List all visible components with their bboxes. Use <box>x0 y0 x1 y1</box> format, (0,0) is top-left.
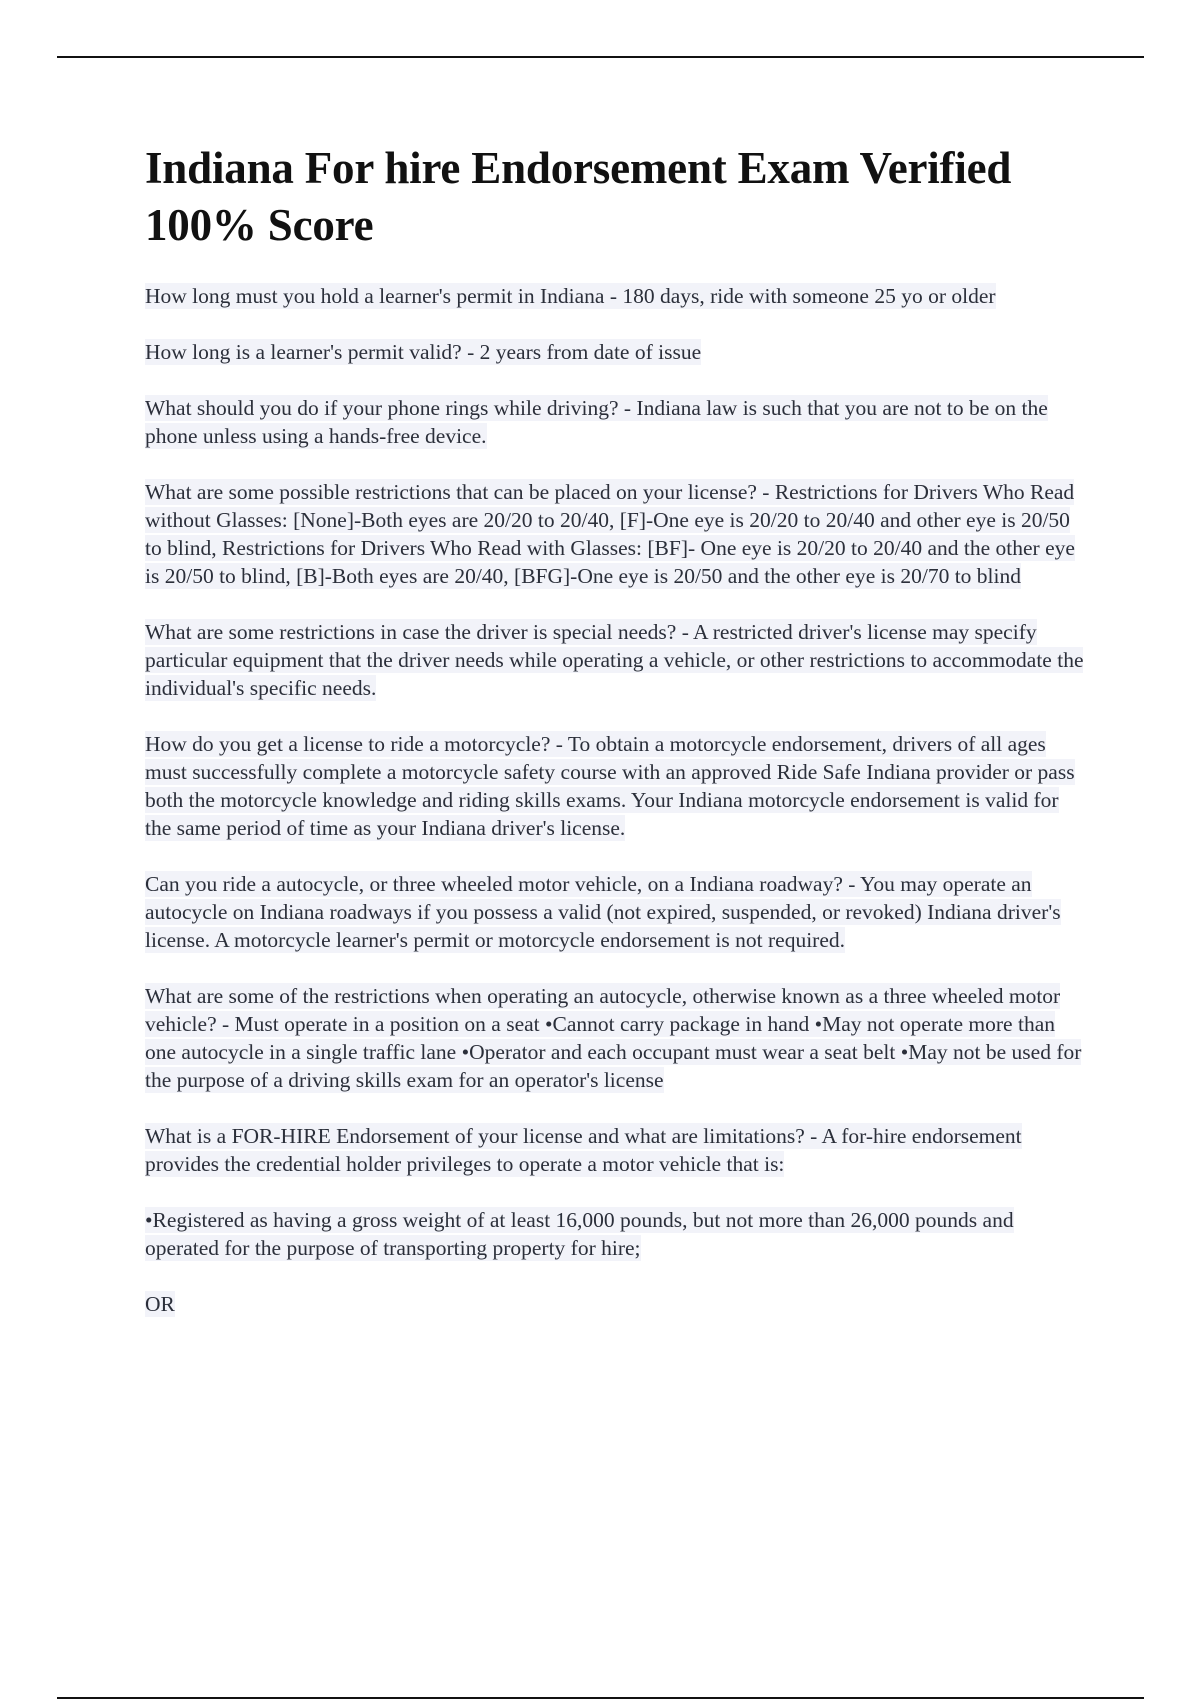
qa-list <box>145 282 1090 1346</box>
qa-text: What is a FOR-HIRE Endorsement of your license and what are limitations? - A for-hire endorsement provides the credential holder privileges to operate a motor vehicle that is: <box>145 1124 1022 1176</box>
qa-text: Can you ride a autocycle, or three wheeled motor vehicle, on a Indiana roadway? - You may operate an autocycle on Indiana roadways if you possess a valid (not expired, suspended, or revoked) Indiana driver's license. A motorcycle learner's permit or motorcycle endorsement is not required. <box>145 872 1061 952</box>
qa-item <box>145 1122 1090 1178</box>
qa-item <box>145 730 1090 842</box>
qa-text: What are some restrictions in case the driver is special needs? - A restricted driver's license may specify particular equipment that the driver needs while operating a vehicle, or other restrictions to accommodate the individual's specific needs. <box>145 620 1084 700</box>
bottom-rule <box>57 1697 1144 1699</box>
qa-text: How long is a learner's permit valid? - 2 years from date of issue <box>145 340 702 364</box>
qa-item <box>145 282 1090 310</box>
qa-item <box>145 1290 1090 1318</box>
qa-item <box>145 1206 1090 1262</box>
qa-item <box>145 618 1090 702</box>
qa-item <box>145 394 1090 450</box>
qa-item <box>145 478 1090 590</box>
qa-text: OR <box>145 1292 175 1316</box>
qa-text: What should you do if your phone rings while driving? - Indiana law is such that you are not to be on the phone unless using a hands-free device. <box>145 396 1048 448</box>
qa-text: How do you get a license to ride a motorcycle? - To obtain a motorcycle endorsement, drivers of all ages must successfully complete a motorcycle safety course with an approved Ride Safe Indiana provider or pass both the motorcycle knowledge and riding skills exams. Your Indiana motorcycle endorsement is valid for the same period of time as your Indiana driver's license. <box>145 732 1075 840</box>
qa-text: How long must you hold a learner's permit in Indiana - 180 days, ride with someone 25 yo or older <box>145 284 996 308</box>
qa-text: What are some of the restrictions when operating an autocycle, otherwise known as a three wheeled motor vehicle? - Must operate in a position on a seat •Cannot carry package in hand •May not operate more than one autocycle in a single traffic lane •Operator and each occupant must wear a seat belt •May not be used for the purpose of a driving skills exam for an operator's license <box>145 984 1082 1092</box>
qa-item <box>145 982 1090 1094</box>
qa-text: What are some possible restrictions that can be placed on your license? - Restrictions for Drivers Who Read without Glasses: [None]-Both eyes are 20/20 to 20/40, [F]-One eye is 20/20 to 20/40 and other eye is 20/50 to blind, Restrictions for Drivers Who Read with Glasses: [BF]- One eye is 20/20 to 20/40 and the other eye is 20/50 to blind, [B]-Both eyes are 20/40, [BFG]-One eye is 20/50 and the other eye is 20/70 to blind <box>145 480 1075 588</box>
qa-item <box>145 870 1090 954</box>
top-rule <box>57 56 1144 58</box>
qa-item <box>145 338 1090 366</box>
qa-text: •Registered as having a gross weight of at least 16,000 pounds, but not more than 26,000 pounds and operated for the purpose of transporting property for hire; <box>145 1208 1014 1260</box>
document-body <box>145 140 1090 1346</box>
document-title: Indiana For hire Endorsement Exam Verified 100% Score <box>145 143 1012 250</box>
